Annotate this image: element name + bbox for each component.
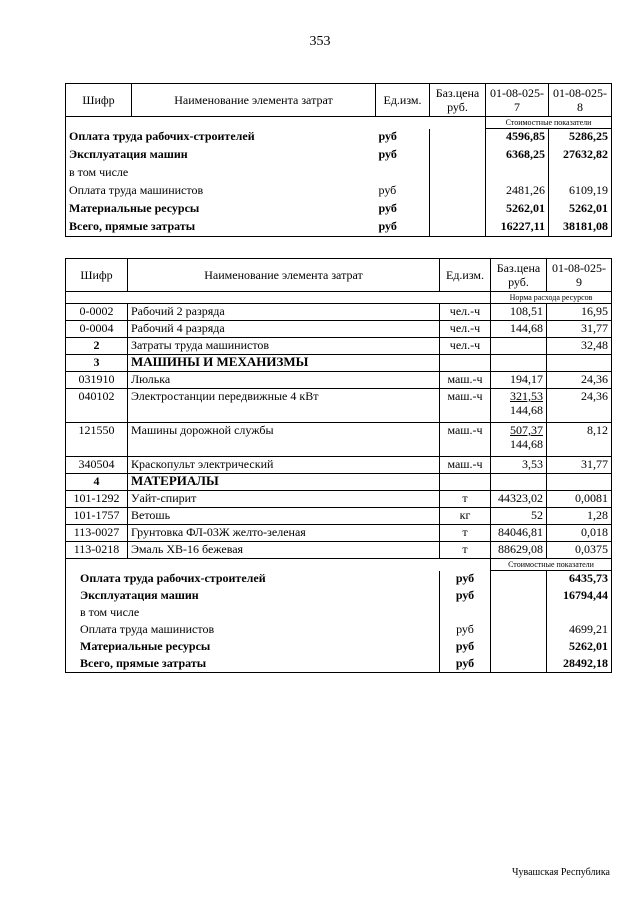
row-unit: чел.-ч <box>440 304 491 321</box>
table-row <box>66 542 612 559</box>
table-row <box>66 423 612 457</box>
row-base-price <box>430 183 486 201</box>
row-value-2: 38181,08 <box>549 219 612 237</box>
table-row <box>66 508 612 525</box>
row-value-1: 31,77 <box>547 321 612 338</box>
row-name: Ветошь <box>128 508 440 525</box>
table-row <box>66 588 612 605</box>
row-value-1: 5262,01 <box>547 639 612 656</box>
row-value-2: 5286,25 <box>549 129 612 147</box>
table-row <box>66 639 612 656</box>
row-unit: руб <box>376 183 430 201</box>
row-value-1: 4596,85 <box>486 129 549 147</box>
table-row <box>66 321 612 338</box>
row-value-1 <box>547 355 612 372</box>
cost-table-1 <box>65 83 612 237</box>
section-label: Стоимостные показатели <box>491 559 612 571</box>
row-code: 113-0027 <box>66 525 128 542</box>
footer-region: Чувашская Республика <box>511 867 610 878</box>
table-row <box>66 372 612 389</box>
row-name: Эксплуатация машин <box>66 147 376 165</box>
row-name: Краскопульт электрический <box>128 457 440 474</box>
row-name: Электростанции передвижные 4 кВт <box>128 389 440 423</box>
row-value-1: 16,95 <box>547 304 612 321</box>
row-unit: чел.-ч <box>440 321 491 338</box>
row-unit: маш.-ч <box>440 457 491 474</box>
row-value-1: 6368,25 <box>486 147 549 165</box>
price-secondary: 144,68 <box>510 437 543 451</box>
row-base-price <box>491 321 547 338</box>
row-value-1: 16227,11 <box>486 219 549 237</box>
row-base-price <box>430 165 486 183</box>
row-unit: т <box>440 491 491 508</box>
table-row <box>66 605 612 622</box>
price-primary: 44323,02 <box>498 491 543 505</box>
table-row <box>66 129 612 147</box>
row-name: Материальные ресурсы <box>66 201 376 219</box>
row-unit: руб <box>440 622 491 639</box>
row-value-1: 16794,44 <box>547 588 612 605</box>
table-row <box>66 304 612 321</box>
row-value-1: 4699,21 <box>547 622 612 639</box>
row-value-1: 2481,26 <box>486 183 549 201</box>
price-primary: 507,37 <box>510 423 543 437</box>
row-value-1 <box>486 165 549 183</box>
row-code: 2 <box>66 338 128 355</box>
row-value-1: 8,12 <box>547 423 612 457</box>
row-code: 4 <box>66 474 128 491</box>
row-base-price <box>491 622 547 639</box>
row-unit: т <box>440 525 491 542</box>
row-name: Материальные ресурсы <box>66 639 440 656</box>
row-value-1: 24,36 <box>547 389 612 423</box>
row-name: Рабочий 4 разряда <box>128 321 440 338</box>
price-primary: 3,53 <box>522 457 543 471</box>
row-value-1: 0,0081 <box>547 491 612 508</box>
price-primary: 321,53 <box>510 389 543 403</box>
row-unit <box>440 605 491 622</box>
row-unit: маш.-ч <box>440 423 491 457</box>
row-unit: кг <box>440 508 491 525</box>
row-value-2 <box>549 165 612 183</box>
row-value-1: 24,36 <box>547 372 612 389</box>
row-base-price <box>430 147 486 165</box>
row-value-1 <box>547 605 612 622</box>
price-primary: 108,51 <box>510 304 543 318</box>
row-name: Уайт-спирит <box>128 491 440 508</box>
row-code: 113-0218 <box>66 542 128 559</box>
row-code: 3 <box>66 355 128 372</box>
row-base-price <box>491 491 547 508</box>
row-unit: маш.-ч <box>440 372 491 389</box>
page-number: 353 <box>309 34 331 49</box>
table-row <box>66 525 612 542</box>
row-code: 101-1757 <box>66 508 128 525</box>
header-code: Шифр <box>66 259 128 292</box>
row-code: 101-1292 <box>66 491 128 508</box>
row-name: Люлька <box>128 372 440 389</box>
header-base-price: Баз.цена руб. <box>430 84 486 117</box>
table-row <box>66 622 612 639</box>
row-code: 0-0004 <box>66 321 128 338</box>
row-base-price <box>491 588 547 605</box>
table-row <box>66 338 612 355</box>
row-value-1: 6435,73 <box>547 571 612 588</box>
row-name: Машины дорожной службы <box>128 423 440 457</box>
table-row <box>66 491 612 508</box>
row-name: Оплата труда рабочих-строителей <box>66 571 440 588</box>
header-code: Шифр <box>66 84 132 117</box>
row-base-price <box>430 219 486 237</box>
row-unit: руб <box>440 588 491 605</box>
row-code: 040102 <box>66 389 128 423</box>
table-row <box>66 389 612 423</box>
price-primary: 52 <box>531 508 543 522</box>
row-value-2: 5262,01 <box>549 201 612 219</box>
header-base-price: Баз.цена руб. <box>491 259 547 292</box>
header-col2: 01-08-025-8 <box>549 84 612 117</box>
section-label: Стоимостные показатели <box>486 117 612 129</box>
row-value-1: 28492,18 <box>547 656 612 673</box>
norm-label: Норма расхода ресурсов <box>491 292 612 304</box>
row-name: Оплата труда машинистов <box>66 183 376 201</box>
header-unit: Ед.изм. <box>440 259 491 292</box>
table-row <box>66 457 612 474</box>
row-base-price <box>491 304 547 321</box>
row-base-price <box>491 355 547 372</box>
row-name: Эксплуатация машин <box>66 588 440 605</box>
row-unit: руб <box>376 129 430 147</box>
row-unit: маш.-ч <box>440 389 491 423</box>
table-row <box>66 656 612 673</box>
row-base-price <box>491 457 547 474</box>
row-name: Всего, прямые затраты <box>66 656 440 673</box>
row-code: 0-0002 <box>66 304 128 321</box>
row-base-price <box>491 508 547 525</box>
row-base-price <box>430 201 486 219</box>
row-unit <box>440 355 491 372</box>
row-code: 121550 <box>66 423 128 457</box>
table-row <box>66 219 612 237</box>
header-col1: 01-08-025-7 <box>486 84 549 117</box>
row-name: Рабочий 2 разряда <box>128 304 440 321</box>
row-name: в том числе <box>66 165 376 183</box>
row-name: в том числе <box>66 605 440 622</box>
row-base-price <box>491 474 547 491</box>
row-value-1 <box>547 474 612 491</box>
row-value-1: 32,48 <box>547 338 612 355</box>
row-base-price <box>430 129 486 147</box>
table-row <box>66 165 612 183</box>
row-name: Всего, прямые затраты <box>66 219 376 237</box>
row-base-price <box>491 656 547 673</box>
row-base-price <box>491 639 547 656</box>
row-name: Грунтовка ФЛ-03Ж желто-зеленая <box>128 525 440 542</box>
table-row <box>66 147 612 165</box>
row-base-price <box>491 605 547 622</box>
row-value-1: 5262,01 <box>486 201 549 219</box>
table-row <box>66 355 612 372</box>
row-unit <box>376 165 430 183</box>
header-name: Наименование элемента затрат <box>128 259 440 292</box>
row-base-price <box>491 338 547 355</box>
row-value-1: 0,018 <box>547 525 612 542</box>
row-name: Оплата труда рабочих-строителей <box>66 129 376 147</box>
row-code: 031910 <box>66 372 128 389</box>
row-unit: руб <box>440 656 491 673</box>
row-unit: руб <box>376 219 430 237</box>
row-unit: руб <box>376 201 430 219</box>
row-name: МАШИНЫ И МЕХАНИЗМЫ <box>128 355 440 372</box>
row-base-price <box>491 525 547 542</box>
row-base-price <box>491 542 547 559</box>
price-primary: 88629,08 <box>498 542 543 556</box>
row-base-price <box>491 389 547 423</box>
row-value-2: 6109,19 <box>549 183 612 201</box>
row-name: Затраты труда машинистов <box>128 338 440 355</box>
row-unit: руб <box>440 639 491 656</box>
table-row <box>66 571 612 588</box>
row-value-1: 1,28 <box>547 508 612 525</box>
header-name: Наименование элемента затрат <box>132 84 376 117</box>
row-base-price <box>491 571 547 588</box>
row-unit: руб <box>376 147 430 165</box>
row-unit: руб <box>440 571 491 588</box>
row-value-1: 31,77 <box>547 457 612 474</box>
row-unit: чел.-ч <box>440 338 491 355</box>
header-col1: 01-08-025-9 <box>547 259 612 292</box>
row-name: Эмаль ХВ-16 бежевая <box>128 542 440 559</box>
price-primary: 84046,81 <box>498 525 543 539</box>
cost-table-2 <box>65 258 612 673</box>
row-value-1: 0,0375 <box>547 542 612 559</box>
price-primary: 144,68 <box>510 321 543 335</box>
table-row <box>66 201 612 219</box>
row-unit: т <box>440 542 491 559</box>
row-base-price <box>491 423 547 457</box>
header-unit: Ед.изм. <box>376 84 430 117</box>
row-unit <box>440 474 491 491</box>
price-primary: 194,17 <box>510 372 543 386</box>
row-name: МАТЕРИАЛЫ <box>128 474 440 491</box>
price-secondary: 144,68 <box>510 403 543 417</box>
row-name: Оплата труда машинистов <box>66 622 440 639</box>
table-row <box>66 474 612 491</box>
table-row <box>66 183 612 201</box>
row-code: 340504 <box>66 457 128 474</box>
row-value-2: 27632,82 <box>549 147 612 165</box>
row-base-price <box>491 372 547 389</box>
